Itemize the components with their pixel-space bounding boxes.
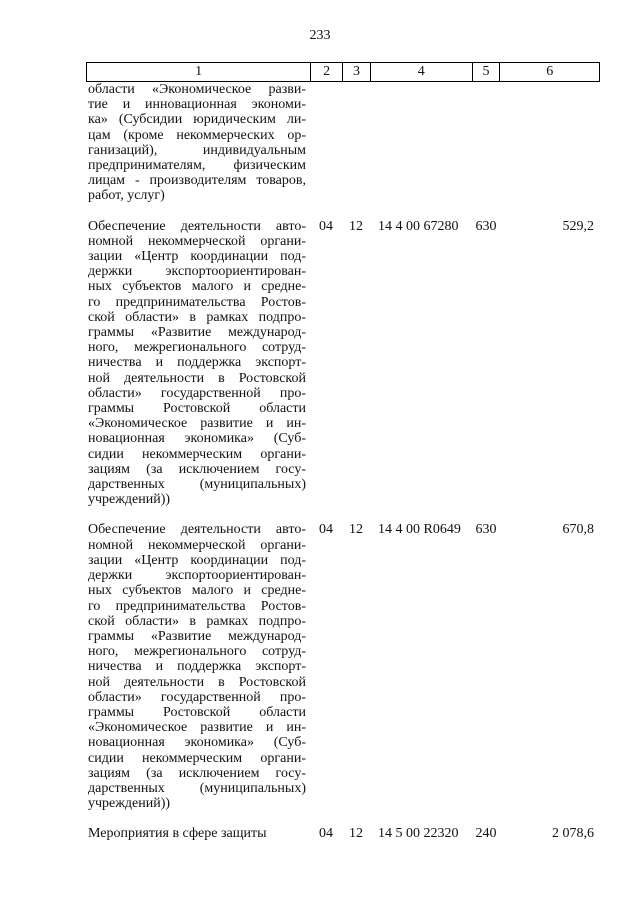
header-col-6: 6 <box>499 63 599 81</box>
description-line: зации «Центр координации под- <box>88 249 306 265</box>
table-row <box>86 522 600 811</box>
description-line: зациям (за исключением госу- <box>88 461 306 477</box>
table-header-row <box>86 62 600 82</box>
description-line: «Экономическое развитие и ин- <box>88 416 306 432</box>
description-line: граммы Ростовской области <box>88 704 306 720</box>
description-line: ской области» в рамках подпро- <box>88 309 306 325</box>
expense-type-code <box>472 82 500 204</box>
page-number: 233 <box>309 28 331 43</box>
header-col-5: 5 <box>472 63 500 81</box>
description-line: го предпринимательства Ростов- <box>88 294 306 310</box>
description-line: граммы Ростовской области <box>88 401 306 417</box>
target-article-code: 14 4 00 R0649 <box>378 522 461 538</box>
description-line: новационная экономика» (Суб- <box>88 735 306 751</box>
section-code <box>310 82 342 204</box>
row-spacer <box>86 811 600 826</box>
expense-type-code: 630 <box>475 522 497 538</box>
description-line: зациям (за исключением госу- <box>88 765 306 781</box>
section-code: 04 <box>319 826 333 842</box>
description-line: области «Экономическое разви- <box>88 82 306 97</box>
description-line: лицам - производителям товаров, <box>88 173 306 189</box>
table-row <box>86 219 600 508</box>
row-description <box>86 219 310 508</box>
amount: 670,8 <box>562 522 594 538</box>
description-line: учреждений)) <box>88 492 171 508</box>
description-line: сидии некоммерческим органи- <box>88 446 306 462</box>
subsection-code: 12 <box>349 826 363 842</box>
target-article-code <box>370 82 472 204</box>
header-col-3: 3 <box>342 63 370 81</box>
description-line: зации «Центр координации под- <box>88 552 306 568</box>
expense-type-code: 630 <box>475 218 497 234</box>
description-line: тие и инновационная экономи- <box>88 97 306 113</box>
budget-table <box>86 62 600 842</box>
description-line: ганизаций), индивидуальным <box>88 142 306 158</box>
description-line: ной деятельности в Ростовской <box>88 370 306 386</box>
description-line: области» государственной про- <box>88 385 306 401</box>
description-line: держки экспортоориентирован- <box>88 264 306 280</box>
table-body <box>86 82 600 842</box>
description-line: предпринимателям, физическим <box>88 158 306 174</box>
header-col-4: 4 <box>370 63 472 81</box>
row-description <box>86 826 310 841</box>
amount: 2 078,6 <box>552 826 594 842</box>
description-line: Обеспечение деятельности авто- <box>88 522 306 538</box>
description-line: учреждений)) <box>88 796 171 812</box>
subsection-code <box>342 82 370 204</box>
description-line: Обеспечение деятельности авто- <box>88 218 306 234</box>
description-line: ской области» в рамках подпро- <box>88 613 306 629</box>
description-line: новационная экономика» (Суб- <box>88 431 306 447</box>
amount <box>500 82 600 204</box>
section-code: 04 <box>319 522 333 538</box>
header-col-2: 2 <box>310 63 342 81</box>
description-line: ка» (Субсидии юридическим ли- <box>88 112 306 128</box>
target-article-code: 14 5 00 22320 <box>378 826 459 842</box>
subsection-code: 12 <box>349 218 363 234</box>
row-description <box>86 82 310 204</box>
description-line: ного, межрегионального сотруд- <box>88 340 306 356</box>
description-line: цам (кроме некоммерческих ор- <box>88 127 306 143</box>
amount: 529,2 <box>562 218 594 234</box>
description-line: дарственных (муниципальных) <box>88 780 306 796</box>
description-line: ных субъектов малого и средне- <box>88 583 306 599</box>
section-code: 04 <box>319 218 333 234</box>
target-article-code: 14 4 00 67280 <box>378 218 459 234</box>
description-line: держки экспортоориентирован- <box>88 568 306 584</box>
row-spacer <box>86 204 600 219</box>
description-line: граммы «Развитие международ- <box>88 628 306 644</box>
description-line: граммы «Развитие международ- <box>88 325 306 341</box>
description-line: ных субъектов малого и средне- <box>88 279 306 295</box>
subsection-code: 12 <box>349 522 363 538</box>
description-line: области» государственной про- <box>88 689 306 705</box>
table-row <box>86 82 600 204</box>
description-line: ной деятельности в Ростовской <box>88 674 306 690</box>
description-line: номной некоммерческой органи- <box>88 537 306 553</box>
description-line: ничества и поддержка экспорт- <box>88 355 306 371</box>
description-line: «Экономическое развитие и ин- <box>88 720 306 736</box>
description-line: работ, услуг) <box>88 188 165 204</box>
description-line: дарственных (муниципальных) <box>88 477 306 493</box>
expense-type-code: 240 <box>475 826 497 842</box>
header-col-1: 1 <box>195 64 203 79</box>
description-line: сидии некоммерческим органи- <box>88 750 306 766</box>
description-line: го предпринимательства Ростов- <box>88 598 306 614</box>
row-spacer <box>86 507 600 522</box>
table-row <box>86 826 600 841</box>
description-line: Мероприятия в сфере защиты <box>88 826 267 842</box>
row-description <box>86 522 310 811</box>
description-line: номной некоммерческой органи- <box>88 233 306 249</box>
description-line: ничества и поддержка экспорт- <box>88 659 306 675</box>
description-line: ного, межрегионального сотруд- <box>88 644 306 660</box>
